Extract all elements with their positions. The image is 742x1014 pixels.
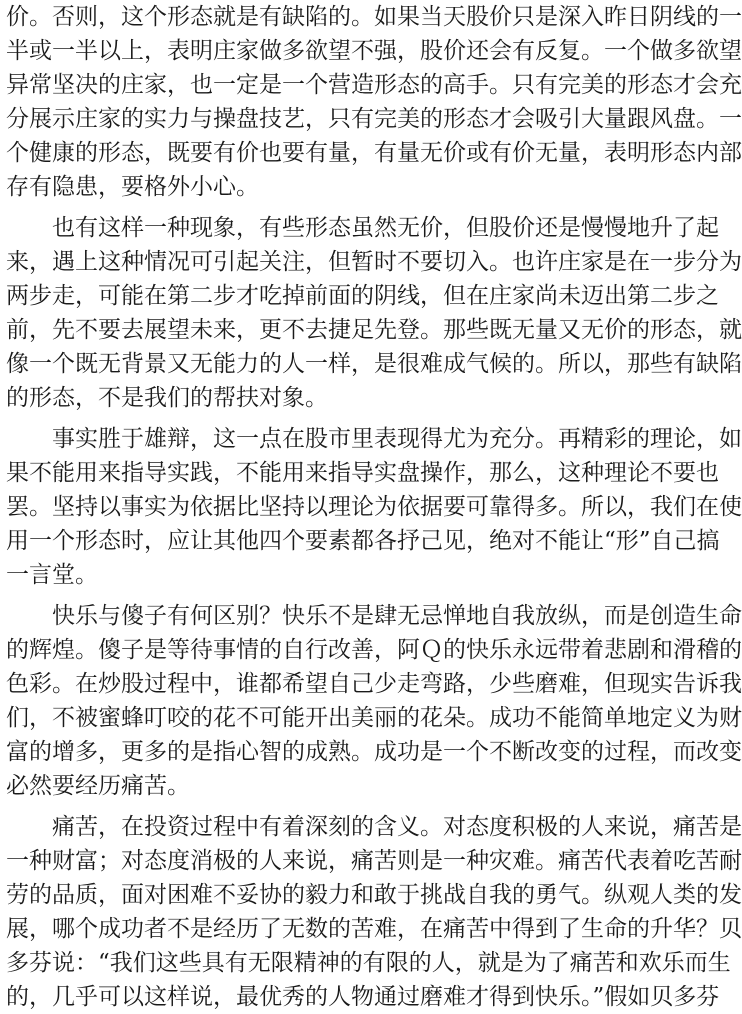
text-line: 的形态，不是我们的帮扶对象。 xyxy=(6,385,328,411)
text-line: 劳的品质，面对困难不妥协的毅力和敢于挑战自我的勇气。纵观人类的发 xyxy=(6,882,742,908)
text-line: 罢。坚持以事实为依据比坚持以理论为依据要可靠得多。所以，我们在使 xyxy=(6,494,742,520)
text-line: 也有这样一种现象，有些形态虽然无价，但股价还是慢慢地升了起 xyxy=(6,215,719,241)
text-line: 多芬说：“我们这些具有无限精神的有限的人，就是为了痛苦和欢乐而生 xyxy=(6,950,731,976)
paragraph xyxy=(6,810,742,1014)
text-line: 富的增多，更多的是指心智的成熟。成功是一个不断改变的过程，而改变 xyxy=(6,739,742,765)
text-line: 色彩。在炒股过程中，谁都希望自己少走弯路，少些磨难，但现实告诉我 xyxy=(6,671,742,697)
text-line: 价。否则，这个形态就是有缺陷的。如果当天股价只是深入昨日阴线的一 xyxy=(6,4,742,30)
paragraph xyxy=(6,422,742,592)
text-line: 必然要经历痛苦。 xyxy=(6,773,190,799)
text-line: 分展示庄家的实力与操盘技艺，只有完美的形态才会吸引大量跟风盘。一 xyxy=(6,106,742,132)
text-line: 果不能用来指导实践，不能用来指导实盘操作，那么，这种理论不要也 xyxy=(6,460,719,486)
text-line: 们，不被蜜蜂叮咬的花不可能开出美丽的花朵。成功不能简单地定义为财 xyxy=(6,705,742,731)
text-line: 快乐与傻子有何区别？快乐不是肆无忌惮地自我放纵，而是创造生命 xyxy=(6,603,742,629)
paragraph xyxy=(6,599,742,803)
text-line: 一种财富；对态度消极的人来说，痛苦则是一种灾难。痛苦代表着吃苦耐 xyxy=(6,848,742,874)
text-line: 一言堂。 xyxy=(6,562,98,588)
text-line: 展，哪个成功者不是经历了无数的苦难，在痛苦中得到了生命的升华？贝 xyxy=(6,916,742,942)
text-line: 两步走，可能在第二步才吃掉前面的阴线，但在庄家尚未迈出第二步之 xyxy=(6,283,719,309)
text-line: 痛苦，在投资过程中有着深刻的含义。对态度积极的人来说，痛苦是 xyxy=(6,814,742,840)
text-line: 的，几乎可以这样说，最优秀的人物通过磨难才得到快乐。”假如贝多芬 xyxy=(6,984,720,1010)
text-line: 的辉煌。傻子是等待事情的自行改善，阿Ｑ的快乐永远带着悲剧和滑稽的 xyxy=(6,637,742,663)
text-line: 像一个既无背景又无能力的人一样，是很难成气候的。所以，那些有缺陷 xyxy=(6,351,742,377)
text-line: 来，遇上这种情况可引起关注，但暂时不要切入。也许庄家是在一步分为 xyxy=(6,249,742,275)
text-line: 半或一半以上，表明庄家做多欲望不强，股价还会有反复。一个做多欲望 xyxy=(6,38,742,64)
text-line: 异常坚决的庄家，也一定是一个营造形态的高手。只有完美的形态才会充 xyxy=(6,72,742,98)
paragraph xyxy=(6,211,742,415)
text-line: 存有隐患，要格外小心。 xyxy=(6,174,259,200)
text-line: 前，先不要去展望未来，更不去捷足先登。那些既无量又无价的形态，就 xyxy=(6,317,742,343)
text-line: 事实胜于雄辩，这一点在股市里表现得尤为充分。再精彩的理论，如 xyxy=(6,426,742,452)
text-line: 个健康的形态，既要有价也要有量，有量无价或有价无量，表明形态内部 xyxy=(6,140,742,166)
document-page xyxy=(6,0,742,1014)
text-line: 用一个形态时，应让其他四个要素都各抒己见，绝对不能让“形”自己搞 xyxy=(6,528,720,554)
paragraph xyxy=(6,0,742,204)
